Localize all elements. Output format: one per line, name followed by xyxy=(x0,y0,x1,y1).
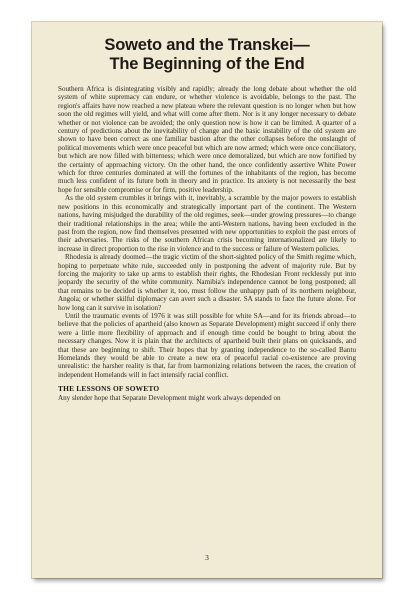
chapter-title-line-2: The Beginning of the End xyxy=(109,55,305,73)
paragraph-3: Rhodesia is already doomed—the tragic victim of the short-sighted policy of the Smith regime which, hoping to perpetuate white rule, succeeded only in postponing the advent of majority rule. But by forcing the majority to take up arms to establish their rights, the Rhodesian Front recklessly put into jeopardy the security of the white community. Namibia's independence cannot be long postponed; all that remains to be decided is whether it, too, must follow the unhappy path of its northern neighbour, Angola; or whether skilful diplomacy can avert such a disaster. SA stands to face the future alone. For how long can it survive in isolation? xyxy=(58,253,356,312)
chapter-body xyxy=(58,85,356,402)
chapter-title-line-1: Soweto and the Transkei— xyxy=(104,36,310,54)
paragraph-2: As the old system crumbles it brings with it, inevitably, a scramble by the major powers to establish new positions in this economically and strategically important part of the continent. The Western nations, having misjudged the durability of the old regimes, seek—under growing pressures—to change their traditional relationships in the area; while the anti-Western nations, having been excluded in the past from the region, now find themselves presented with new opportunities to exploit the past errors of their adversaries. The risks of the southern African crisis becoming internationalized are likely to increase in direct proportion to the rise in violence and to the success or failure of Western policies. xyxy=(58,194,356,253)
book-page xyxy=(32,22,382,578)
section-heading: THE LESSONS OF SOWETO xyxy=(58,384,160,394)
paragraph-4: Until the traumatic events of 1976 it was still possible for white SA—and for its friends abroad—to believe that the policies of apartheid (also known as Separate Development) might succeed if only there were a little more flexibility of approach and if enough time could be bought to bring about the necessary changes. Now it is plain that the architects of apartheid built their plans on quicksands, and that these are beginning to shift. Their hopes that by granting independence to the so-called Bantu Homelands they would be able to create a new era of peaceful racial co-existence are proving unrealistic: the harsher reality is that, far from harmonizing relations between the races, the creation of independent Homelands will in fact intensify racial conflict. xyxy=(58,311,356,379)
paragraph-1: Southern Africa is disintegrating visibly and rapidly; already the long debate about whether the old system of white supremacy can endure, or whether violence is avoidable, belongs to the past. The region's affairs have now reached a new plateau where the relevant question is no longer when but how soon the old regimes will yield, and what will come after them. Nor is it any longer necessary to debate whether or not violence can be avoided; the only question now is how it can be limited. A quarter of a century of predictions about the inevitability of change and the basic instability of the old system are shown to have been correct as one familiar bastion after the other collapses before the onslaught of political movements which were once peaceful but which are now armed; which were once conciliatory, but which are now filled with bitterness; which were once demoralized, but which are now fortified by the certainty of approaching victory. On the other hand, the once confidently assertive White Power which for three centuries dominated at will the fortunes of the inhabitants of the region, has become much less confident of its future both in theory and in practice. Its anxiety is not necessarily the best hope for sensible compromise or for firm, positive leadership. xyxy=(58,85,356,194)
chapter-title xyxy=(32,36,382,74)
section-first-line: Any slender hope that Separate Development might work always depended on xyxy=(58,393,281,402)
page-number: 3 xyxy=(205,553,209,562)
